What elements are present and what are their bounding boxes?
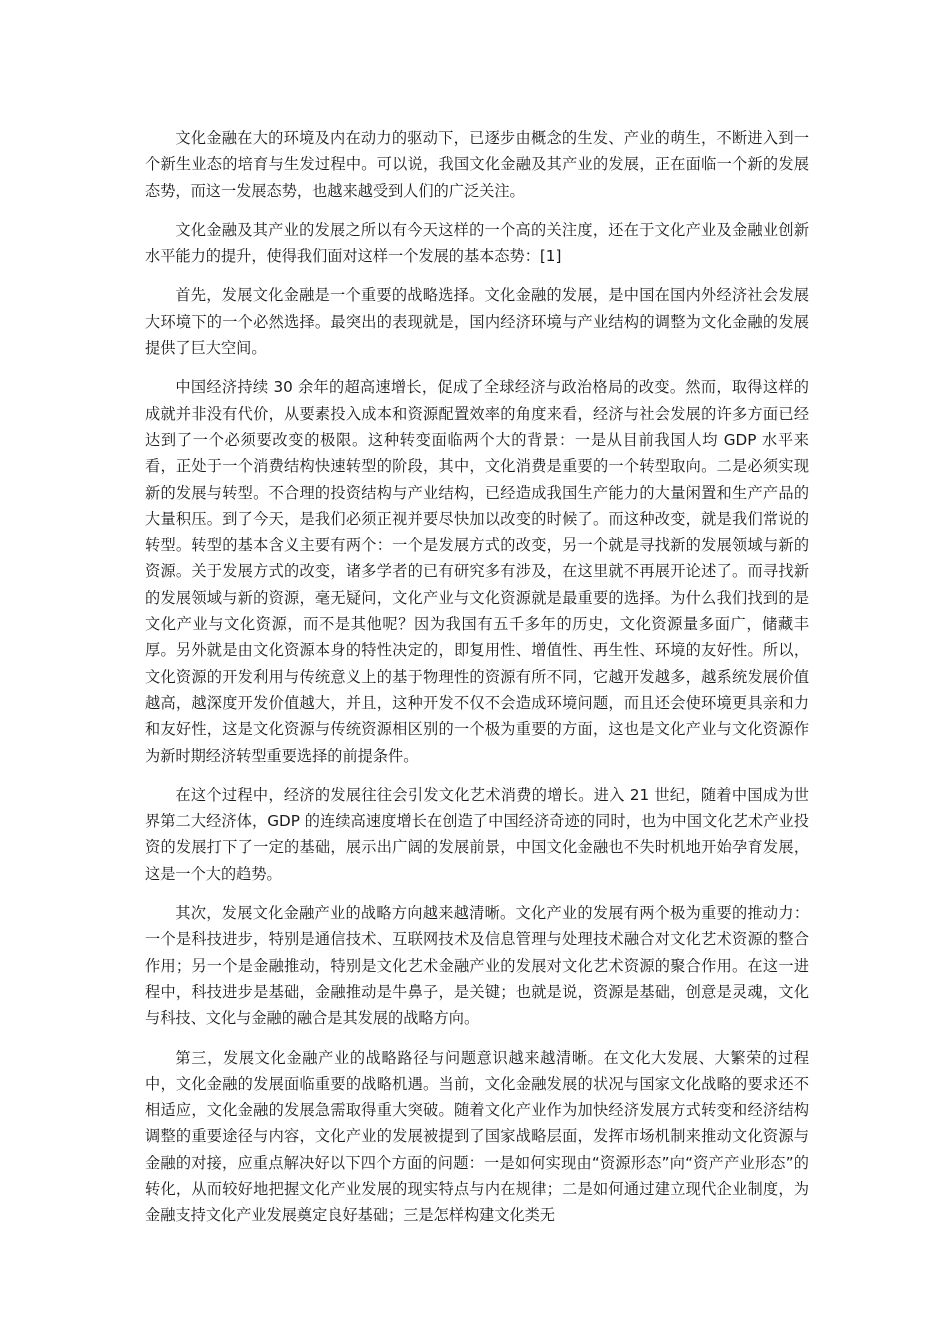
paragraph-4: 中国经济持续 30 余年的超高速增长，促成了全球经济与政治格局的改变。然而，取得这样的成就并非没有代价，从要素投入成本和资源配置效率的角度来看，经济与社会发展的许多方面已经达到了一个必须要改变的极限。这种转变面临两个大的背景：一是从目前我国人均 GDP 水平来看，正处于一个消费结构快速转型的阶段，其中，文化消费是重要的一个转型取向。二是必须实现新的发展与转型。不合理的投资结构与产业结构，已经造成我国生产能力的大量闲置和生产产品的大量积压。到了今天，是我们必须正视并要尽快加以改变的时候了。而这种改变，就是我们常说的转型。转型的基本含义主要有两个：一个是发展方式的改变，另一个就是寻找新的发展领域与新的资源。关于发展方式的改变，诸多学者的已有研究多有涉及，在这里就不再展开论述了。而寻找新的发展领域与新的资源，毫无疑问，文化产业与文化资源就是最重要的选择。为什么我们找到的是文化产业与文化资源，而不是其他呢？因为我国有五千多年的历史，文化资源量多面广，储藏丰厚。另外就是由文化资源本身的特性决定的，即复用性、增值性、再生性、环境的友好性。所以，文化资源的开发利用与传统意义上的基于物理性的资源有所不同，它越开发越多，越系统发展价值越高，越深度开发价值越大，并且，这种开发不仅不会造成环境问题，而且还会使环境更具亲和力和友好性，这是文化资源与传统资源相区别的一个极为重要的方面，这也是文化产业与文化资源作为新时期经济转型重要选择的前提条件。 <box>145 378 809 765</box>
paragraph-3: 首先，发展文化金融是一个重要的战略选择。文化金融的发展，是中国在国内外经济社会发展大环境下的一个必然选择。最突出的表现就是，国内经济环境与产业结构的调整为文化金融的发展提供了巨大空间。 <box>145 286 809 358</box>
paragraph-6: 其次，发展文化金融产业的战略方向越来越清晰。文化产业的发展有两个极为重要的推动力：一个是科技进步，特别是通信技术、互联网技术及信息管理与处理技术融合对文化艺术资源的整合作用；另一个是金融推动，特别是文化艺术金融产业的发展对文化艺术资源的聚合作用。在这一进程中，科技进步是基础，金融推动是牛鼻子，是关键；也就是说，资源是基础，创意是灵魂，文化与科技、文化与金融的融合是其发展的战略方向。 <box>145 904 809 1028</box>
paragraph-2: 文化金融及其产业的发展之所以有今天这样的一个高的关注度，还在于文化产业及金融业创新水平能力的提升，使得我们面对这样一个发展的基本态势：[1] <box>145 220 809 266</box>
document-body <box>145 125 809 1242</box>
paragraph-7: 第三，发展文化金融产业的战略路径与问题意识越来越清晰。在文化大发展、大繁荣的过程中，文化金融的发展面临重要的战略机遇。当前，文化金融发展的状况与国家文化战略的要求还不相适应，文化金融的发展急需取得重大突破。随着文化产业作为加快经济发展方式转变和经济结构调整的重要途径与内容，文化产业的发展被提到了国家战略层面，发挥市场机制来推动文化资源与金融的对接，应重点解决好以下四个方面的问题：一是如何实现由“资源形态”向“资产产业形态”的转化，从而较好地把握文化产业发展的现实特点与内在规律；二是如何通过建立现代企业制度，为金融支持文化产业发展奠定良好基础；三是怎样构建文化类无 <box>145 1048 809 1225</box>
paragraph-1: 文化金融在大的环境及内在动力的驱动下，已逐步由概念的生发、产业的萌生，不断进入到一个新生业态的培育与生发过程中。可以说，我国文化金融及其产业的发展，正在面临一个新的发展态势，而这一发展态势，也越来越受到人们的广泛关注。 <box>145 129 809 200</box>
paragraph-5: 在这个过程中，经济的发展往往会引发文化艺术消费的增长。进入 21 世纪，随着中国成为世界第二大经济体，GDP 的连续高速度增长在创造了中国经济奇迹的同时，也为中国文化艺术产业投资的发展打下了一定的基础，展示出广阔的发展前景，中国文化金融也不失时机地开始孕育发展，这是一个大的趋势。 <box>145 785 809 883</box>
